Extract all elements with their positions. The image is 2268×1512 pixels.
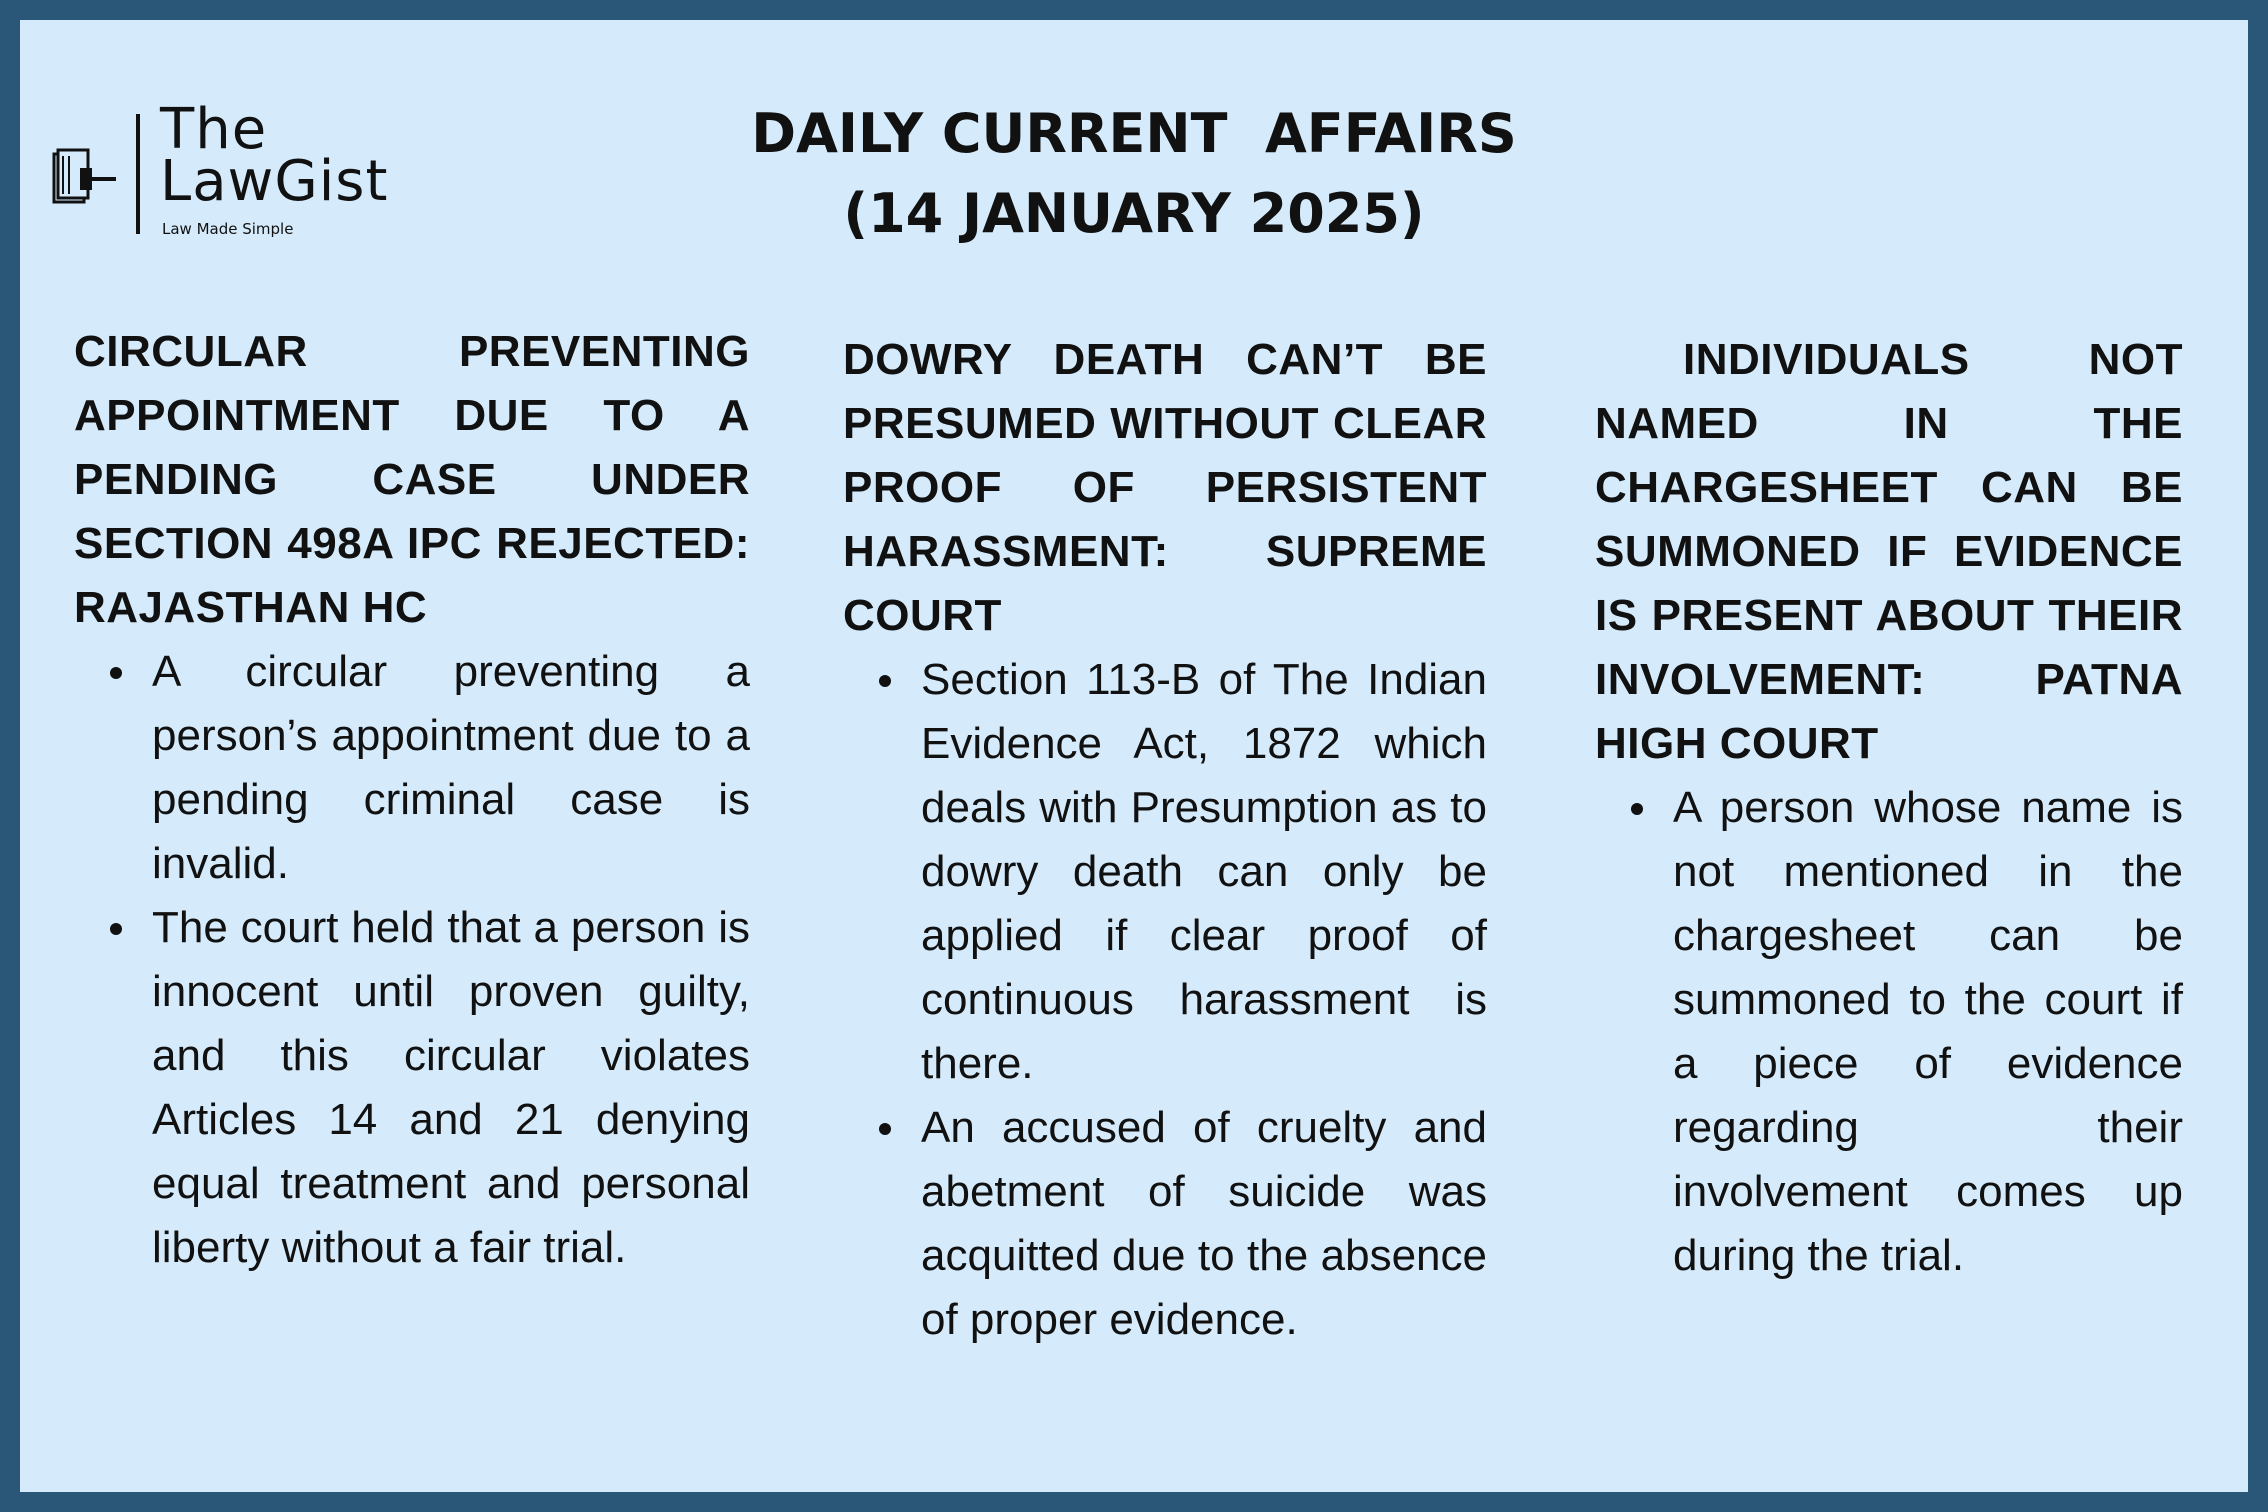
news-bullets xyxy=(843,648,1487,1352)
bullet-item: A person whose name is not mentioned in the chargesheet can be summoned to the court if a piece of evidence regarding their involvement comes up during the trial. xyxy=(1673,776,2183,1288)
news-bullets xyxy=(74,640,750,1280)
news-heading: DOWRY DEATH CAN’T BE PRESUMED WITHOUT CLEAR PROOF OF PERSISTENT HARASSMENT: SUPREME COURT xyxy=(843,335,1487,640)
news-heading: CIRCULAR PREVENTING APPOINTMENT DUE TO A PENDING CASE UNDER SECTION 498A IPC REJECTED: RAJASTHAN HC xyxy=(74,327,750,632)
bullet-item: A circular preventing a person’s appointment due to a pending criminal case is invalid. xyxy=(152,640,750,896)
news-column-rajasthan-hc xyxy=(74,320,750,1280)
news-column-supreme-court xyxy=(843,328,1487,1352)
news-bullets xyxy=(1595,776,2183,1288)
page-title: DAILY CURRENT AFFAIRS xyxy=(751,102,1517,165)
logo-name: The LawGist xyxy=(160,97,389,214)
bullet-item: An accused of cruelty and abetment of suicide was acquitted due to the absence of proper evidence. xyxy=(921,1096,1487,1352)
logo-tagline: Law Made Simple xyxy=(162,220,294,238)
bullet-item: The court held that a person is innocent until proven guilty, and this circular violates Articles 14 and 21 denying equal treatment and personal liberty without a fair trial. xyxy=(152,896,750,1280)
page-date: (14 JANUARY 2025) xyxy=(843,182,1425,245)
news-heading: INDIVIDUALS NOT NAMED IN THE CHARGESHEET CAN BE SUMMONED IF EVIDENCE IS PRESENT ABOUT THEIR INVOLVEMENT: PATNA HIGH COURT xyxy=(1595,335,2183,768)
news-column-patna-hc xyxy=(1595,328,2183,1288)
content-panel xyxy=(20,20,2248,1492)
bullet-item: Section 113-B of The Indian Evidence Act, 1872 which deals with Presumption as to dowry death can only be applied if clear proof of continuous harassment is there. xyxy=(921,648,1487,1096)
